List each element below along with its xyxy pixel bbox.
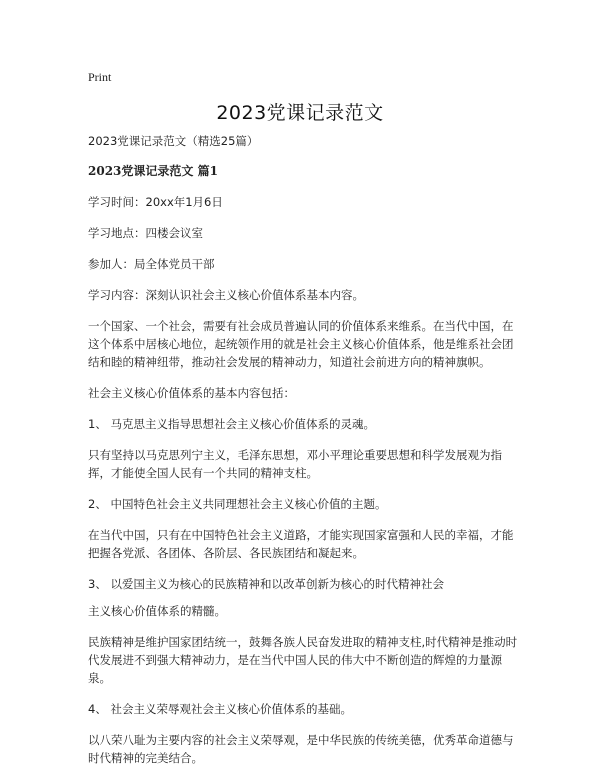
paragraph-point-2: 2、 中国特色社会主义共同理想社会主义核心价值的主题。 [88,497,387,511]
paragraph-point-1: 1、 马克思主义指导思想社会主义核心价值体系的灵魂。 [88,417,375,431]
paragraph-point-2-body: 在当代中国，只有在中国特色社会主义道路，才能实现国家富强和人民的幸福，才能把握各党派、各团体、各阶层、各民族团结和凝起来。 [88,528,514,560]
print-link[interactable]: Print [88,70,112,84]
paragraph-contents-list: 社会主义核心价值体系的基本内容包括： [88,386,295,400]
paragraph-point-3: 3、 以爱国主义为核心的民族精神和以改革创新为核心的时代精神社会 [88,577,444,591]
document-body [88,132,518,780]
paragraph-study-time: 学习时间：20xx年1月6日 [88,195,223,209]
paragraph-study-location: 学习地点：四楼会议室 [88,226,203,240]
paragraph-participants: 参加人：局全体党员干部 [88,257,215,271]
paragraph-point-4-body: 以八荣八耻为主要内容的社会主义荣辱观，是中华民族的传统美德，优秀革命道德与时代精神的完美结合。 [88,733,514,765]
paragraph-point-3-continued: 主义核心价值体系的精髓。 [88,604,226,618]
paragraph-point-4: 4、 社会主义荣辱观社会主义核心价值体系的基础。 [88,702,352,716]
paragraph-point-3-body: 民族精神是维护国家团结统一，鼓舞各族人民奋发进取的精神支柱,时代精神是推动时代发展进不到强大精神动力，是在当代中国人民的伟大中不断创造的辉煌的力量源泉。 [88,635,518,685]
document-subtitle: 2023党课记录范文（精选25篇） [88,134,259,148]
paragraph-intro: 一个国家、一个社会，需要有社会成员普遍认同的价值体系来维系。在当代中国，在这个体系中居核心地位，起统领作用的就是社会主义核心价值体系，他是维系社会团结和睦的精神纽带，推动社会发展的精神动力，知道社会前进方向的精神旗帜。 [88,319,514,369]
section-heading: 2023党课记录范文 篇1 [88,164,218,178]
paragraph-study-content: 学习内容：深刻认识社会主义核心价值体系基本内容。 [88,288,364,302]
document-title: 2023党课记录范文 [216,102,384,124]
paragraph-point-1-body: 只有坚持以马克思列宁主义，毛泽东思想，邓小平理论重要思想和科学发展观为指挥，才能使全国人民有一个共同的精神支柱。 [88,448,502,480]
